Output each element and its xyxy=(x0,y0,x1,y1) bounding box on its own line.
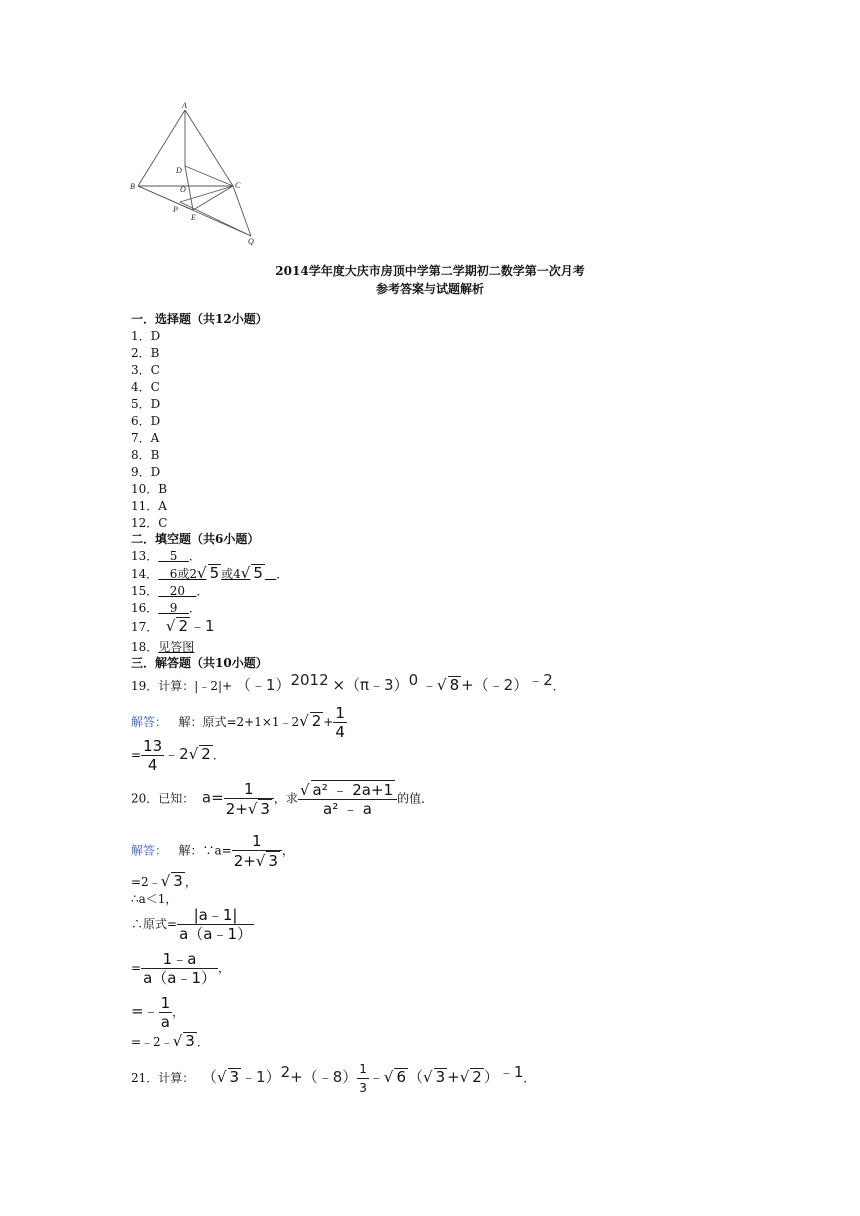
solution-20-line2: =2﹣√ 3 ， xyxy=(131,872,197,890)
question-21: 21．计算： （√ 3 ﹣1）$^2$+（﹣8） $\frac{1}{3}$ ﹣√ 6 （√ 3 +√ 2 ）$^{﹣1}$． xyxy=(131,1062,536,1095)
answer-12: 12．C xyxy=(131,516,168,530)
label-d: D xyxy=(176,166,182,175)
edge-ec xyxy=(193,186,233,210)
answer-3: 3．C xyxy=(131,363,160,377)
edge-de xyxy=(185,166,193,210)
solution-20-line5: = $\frac{1﹣a}{a(a﹣1)}$ ， xyxy=(131,950,231,987)
fill-18: 18．见答图 xyxy=(131,640,195,654)
edge-bq xyxy=(138,186,251,236)
answer-11: 11．A xyxy=(131,499,167,513)
solution-19-line2: = $\frac{13}{4}$ ﹣2√ 2 ． xyxy=(131,737,225,774)
fill-16: 16． 9 ． xyxy=(131,601,201,615)
answer-5: 5．D xyxy=(131,397,161,411)
solution-20-line7: =﹣2﹣√ 3 ． xyxy=(131,1032,209,1050)
answer-10: 10．B xyxy=(131,482,168,496)
edge-dc xyxy=(185,166,233,186)
answer-6: 6．D xyxy=(131,414,161,428)
page-subtitle: 参考答案与试题解析 xyxy=(375,282,484,296)
edge-ac xyxy=(185,110,233,186)
fill-13: 13． 5 ． xyxy=(131,549,201,563)
fill-14: 14． 6或2√ 5 或4√ 5 ． xyxy=(131,564,289,582)
answer-4: 4．C xyxy=(131,380,160,394)
fill-17: 17． √ 2 ﹣1 xyxy=(131,617,215,635)
section3-heading: 三．解答题（共10小题） xyxy=(131,656,268,670)
answer-label-20: 解答： xyxy=(131,843,168,858)
label-c: C xyxy=(235,181,241,190)
solution-19-line1: 解答： 解：原式=2+1×1﹣2√ 2 + $\frac{1}{4}$ xyxy=(131,704,345,741)
label-o: O xyxy=(180,185,186,194)
fill-13-answer: 5 xyxy=(169,549,178,563)
solution-20-line4: ∴原式= $\frac{|a﹣1|}{a(a﹣1)}$ xyxy=(131,906,252,943)
answer-1: 1．D xyxy=(131,329,161,343)
solution-20-line6: =﹣ $\frac{1}{a}$ ， xyxy=(131,994,185,1031)
page-title: 2014学年度大庆市房顶中学第二学期初二数学第一次月考 xyxy=(275,264,585,278)
label-a: A xyxy=(182,101,187,110)
label-e: E xyxy=(191,213,196,222)
answer-label-19: 解答： xyxy=(131,715,168,729)
geometry-figure xyxy=(125,98,265,248)
solution-20-line1: 解答： 解：∵a= $\frac{1}{2+√ 3}$ ， xyxy=(131,832,294,870)
label-p: P xyxy=(173,205,178,214)
section2-heading: 二．填空题（共6小题） xyxy=(131,532,260,546)
edge-pc xyxy=(180,186,233,202)
fill-15: 15． 20 ． xyxy=(131,584,209,598)
section1-heading: 一．选择题（共12小题） xyxy=(131,312,268,326)
answer-9: 9．D xyxy=(131,465,161,479)
answer-8: 8．B xyxy=(131,448,160,462)
label-q: Q xyxy=(248,237,254,246)
solution-20-line3: ∴a＜1， xyxy=(131,892,178,906)
answer-2: 2．B xyxy=(131,346,160,360)
label-b: B xyxy=(130,182,135,191)
question-19: 19．计算：|﹣2|+ （﹣1）$^{2012}$ ×（π﹣3）$^0$ ﹣√ 8 +（﹣2）$^{﹣2}$． xyxy=(131,671,565,694)
question-20: 20．已知： a= $\frac{1}{2+√ 3}$ ，求 $\frac{\text{√ a² ﹣ 2a+1}}{\text{a² ﹣ a}}$ 的值． xyxy=(131,780,434,818)
answer-7: 7．A xyxy=(131,431,160,445)
